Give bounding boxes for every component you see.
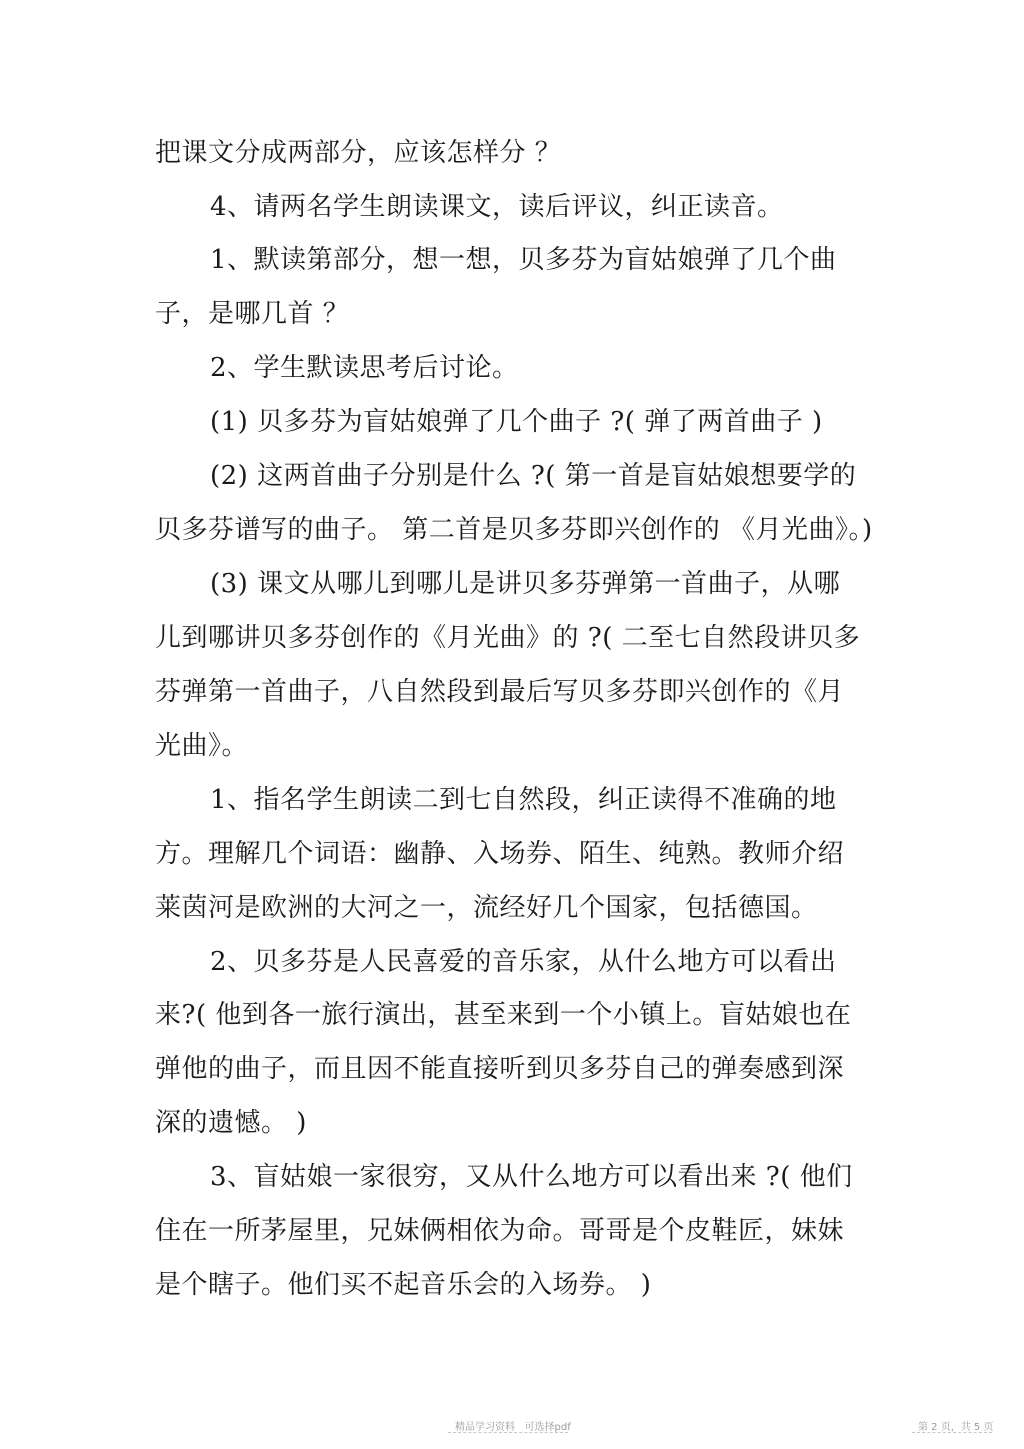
- text-line: 光曲》。: [155, 731, 249, 761]
- text-line: 住在一所茅屋里，兄妹俩相依为命。哥哥是个皮鞋匠，妹妹: [155, 1216, 845, 1246]
- text-line: 2、贝多芬是人民喜爱的音乐家，从什么地方可以看出: [210, 947, 837, 977]
- text-line: 方。理解几个词语：幽静、入场券、陌生、纯熟。教师介绍: [155, 839, 845, 869]
- text-line: 2、学生默读思考后讨论。: [210, 353, 519, 383]
- text-line: 芬弹第一首曲子，八自然段到最后写贝多芬即兴创作的《月: [155, 677, 845, 707]
- text-line: (3) 课文从哪儿到哪儿是讲贝多芬弹第一首曲子，从哪: [210, 569, 841, 599]
- text-line: 是个瞎子。他们买不起音乐会的入场券。 ): [155, 1270, 652, 1300]
- text-line: 3、盲姑娘一家很穷，又从什么地方可以看出来 ?( 他们: [210, 1162, 853, 1192]
- text-line: 莱茵河是欧洲的大河之一，流经好几个国家，包括德国。: [155, 893, 818, 923]
- text-line: 1、指名学生朗读二到七自然段，纠正读得不准确的地: [210, 785, 837, 815]
- footer-dashed-rule: [448, 1432, 568, 1433]
- text-line: (1) 贝多芬为盲姑娘弹了几个曲子 ?( 弹了两首曲子 ): [210, 407, 823, 437]
- text-line: 深的遗憾。 ): [155, 1108, 307, 1138]
- text-line: 1、默读第部分，想一想，贝多芬为盲姑娘弹了几个曲: [210, 245, 837, 275]
- page-number: 第 2 页，共 5 页: [918, 1422, 994, 1433]
- text-line: 来?( 他到各一旅行演出，甚至来到一个小镇上。盲姑娘也在: [155, 1000, 852, 1030]
- page-footer: [0, 1418, 1024, 1438]
- footer-source-label: 精品学习资料 可选择pdf: [455, 1422, 571, 1433]
- text-line: 儿到哪讲贝多芬创作的《月光曲》的 ?( 二至七自然段讲贝多: [155, 623, 861, 653]
- text-line: 弹他的曲子，而且因不能直接听到贝多芬自己的弹奏感到深: [155, 1054, 845, 1084]
- text-line: 贝多芬谱写的曲子。 第二首是贝多芬即兴创作的 《月光曲》。): [155, 515, 873, 545]
- text-line: (2) 这两首曲子分别是什么 ?( 第一首是盲姑娘想要学的: [210, 461, 857, 491]
- text-line: 子，是哪几首 ？: [155, 299, 350, 329]
- text-line: 4、请两名学生朗读课文，读后评议，纠正读音。: [210, 192, 784, 222]
- text-line: 把课文分成两部分，应该怎样分 ？: [155, 138, 562, 168]
- footer-dashed-rule: [912, 1432, 992, 1433]
